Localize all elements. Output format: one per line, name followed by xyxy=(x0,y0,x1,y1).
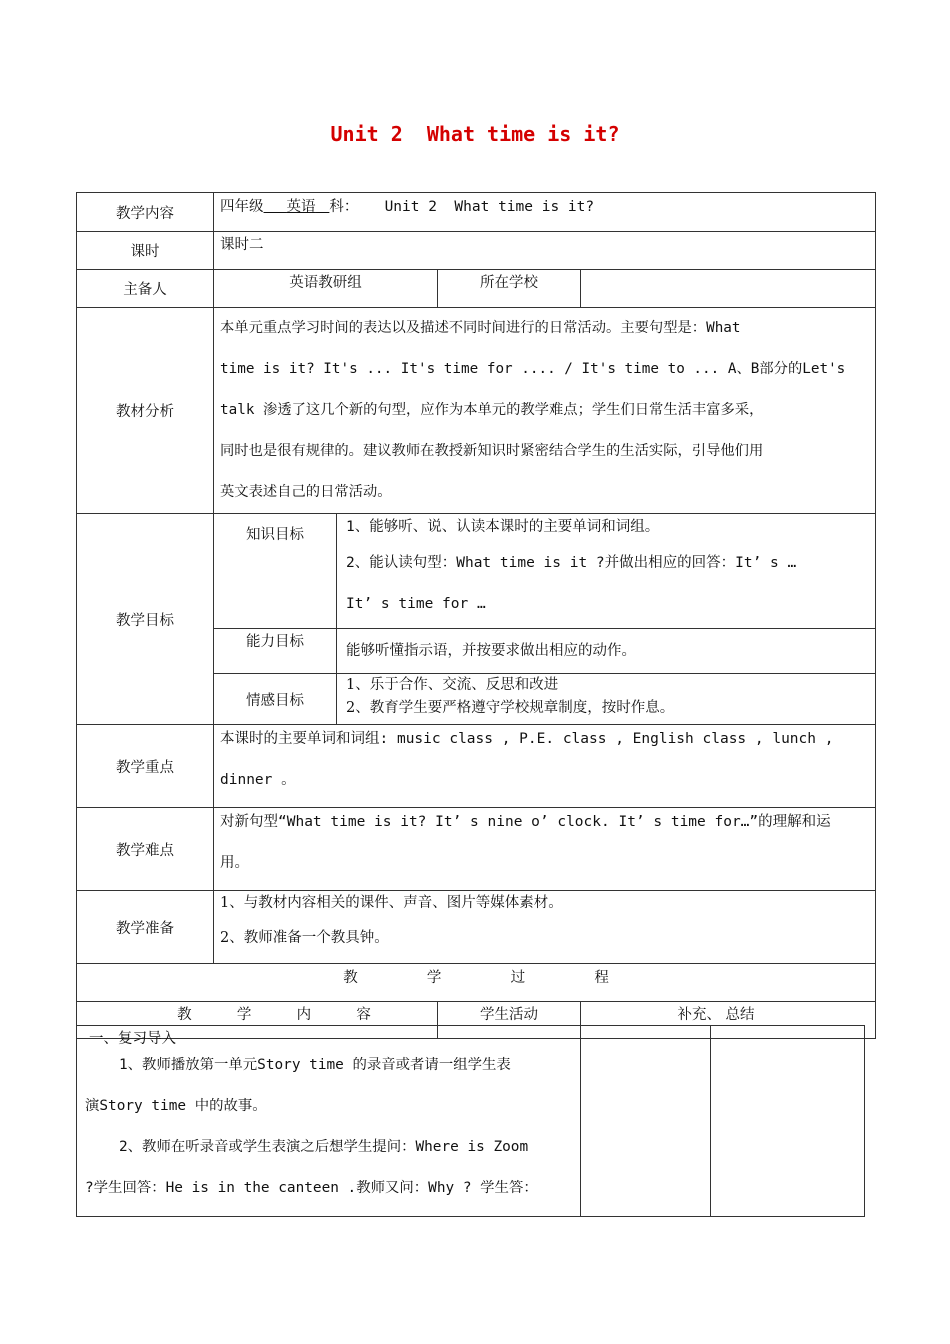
section1-line: 演Story time 中的故事。 xyxy=(85,1098,267,1114)
lesson-plan-table xyxy=(76,192,876,1039)
analysis-line: 英文表述自己的日常活动。 xyxy=(220,484,392,500)
analysis-line: time is it? It's ... It's time for .... / It's time to ... A、B部分的Let's xyxy=(220,361,846,377)
emotion-line: 2、教育学生要严格遵守学校规章制度，按时作息。 xyxy=(346,700,675,716)
preparation-label: 教学准备 xyxy=(77,891,214,964)
process-header-char: 过 xyxy=(510,970,526,986)
process-header-char: 学 xyxy=(426,970,442,986)
preparation-line: 2、教师准备一个教具钟。 xyxy=(220,930,389,946)
section1-line: 2、教师在听录音或学生表演之后想学生提问：Where is Zoom xyxy=(119,1139,529,1155)
period-value: 课时二 xyxy=(214,232,876,270)
analysis-label: 教材分析 xyxy=(77,308,214,514)
school-value xyxy=(581,270,876,308)
section1-heading: 一、复习导入 xyxy=(89,1031,176,1047)
preparer-value: 英语教研组 xyxy=(214,270,438,308)
preparer-label: 主备人 xyxy=(77,270,214,308)
content-label: 教学内容 xyxy=(77,193,214,232)
preparation-text xyxy=(214,891,876,964)
knowledge-line: It’ s time for … xyxy=(346,596,486,612)
preparation-line: 1、与教材内容相关的课件、声音、图片等媒体素材。 xyxy=(220,895,563,911)
col-student-header: 学生活动 xyxy=(438,1002,581,1039)
key-points-line: dinner 。 xyxy=(220,772,296,788)
difficulties-text xyxy=(214,808,876,891)
analysis-line: 同时也是很有规律的。建议教师在教授新知识时紧密结合学生的生活实际，引导他们用 xyxy=(220,443,764,459)
process-table xyxy=(76,1025,865,1217)
grade: 四年级 xyxy=(220,199,264,215)
subject-suffix: 科： xyxy=(329,199,359,215)
col-notes-header: 补充、 总结 xyxy=(581,1002,876,1039)
unit-name: Unit 2 What time is it? xyxy=(384,199,595,215)
col-content-header: 教 学 内 容 xyxy=(77,1002,438,1039)
knowledge-line: 2、能认读句型：What time is it ?并做出相应的回答：It’ s … xyxy=(346,555,797,571)
process-header xyxy=(77,964,876,1002)
analysis-text xyxy=(214,308,876,514)
difficulties-line: 对新句型“What time is it? It’ s nine o’ clock. It’ s time for…”的理解和运 xyxy=(220,814,831,830)
key-points-line: 本课时的主要单词和词组: music class , P.E. class , English class , lunch , xyxy=(220,731,834,747)
section1-student-activity xyxy=(581,1026,711,1217)
key-points-text xyxy=(214,725,876,808)
knowledge-text xyxy=(337,514,876,629)
process-header-char: 教 xyxy=(343,970,358,986)
knowledge-label: 知识目标 xyxy=(214,514,337,629)
knowledge-line: 1、能够听、说、认读本课时的主要单词和词组。 xyxy=(346,519,660,535)
section1-notes xyxy=(711,1026,865,1217)
school-label: 所在学校 xyxy=(438,270,581,308)
ability-label: 能力目标 xyxy=(214,629,337,674)
emotion-text xyxy=(337,674,876,725)
difficulties-line: 用。 xyxy=(220,855,249,871)
emotion-label: 情感目标 xyxy=(214,674,337,725)
difficulties-label: 教学难点 xyxy=(77,808,214,891)
key-points-label: 教学重点 xyxy=(77,725,214,808)
analysis-line: 本单元重点学习时间的表达以及描述不同时间进行的日常活动。主要句型是：What xyxy=(220,320,741,336)
analysis-line: talk 渗透了这几个新的句型，应作为本单元的教学难点；学生们日常生活丰富多采， xyxy=(220,402,764,418)
section1-content xyxy=(77,1026,581,1217)
subject: 英语 xyxy=(286,199,316,215)
page-title: Unit 2 What time is it? xyxy=(330,122,620,146)
emotion-line: 1、乐于合作、交流、反思和改进 xyxy=(346,677,559,693)
content-value xyxy=(214,193,876,232)
process-header-char: 程 xyxy=(594,970,609,986)
goals-label: 教学目标 xyxy=(77,514,214,725)
period-label: 课时 xyxy=(77,232,214,270)
ability-text: 能够听懂指示语，并按要求做出相应的动作。 xyxy=(337,629,876,674)
section1-line: 1、教师播放第一单元Story time 的录音或者请一组学生表 xyxy=(119,1057,511,1073)
section1-line: ?学生回答：He is in the canteen .教师又问：Why ? 学生答： xyxy=(85,1180,538,1196)
